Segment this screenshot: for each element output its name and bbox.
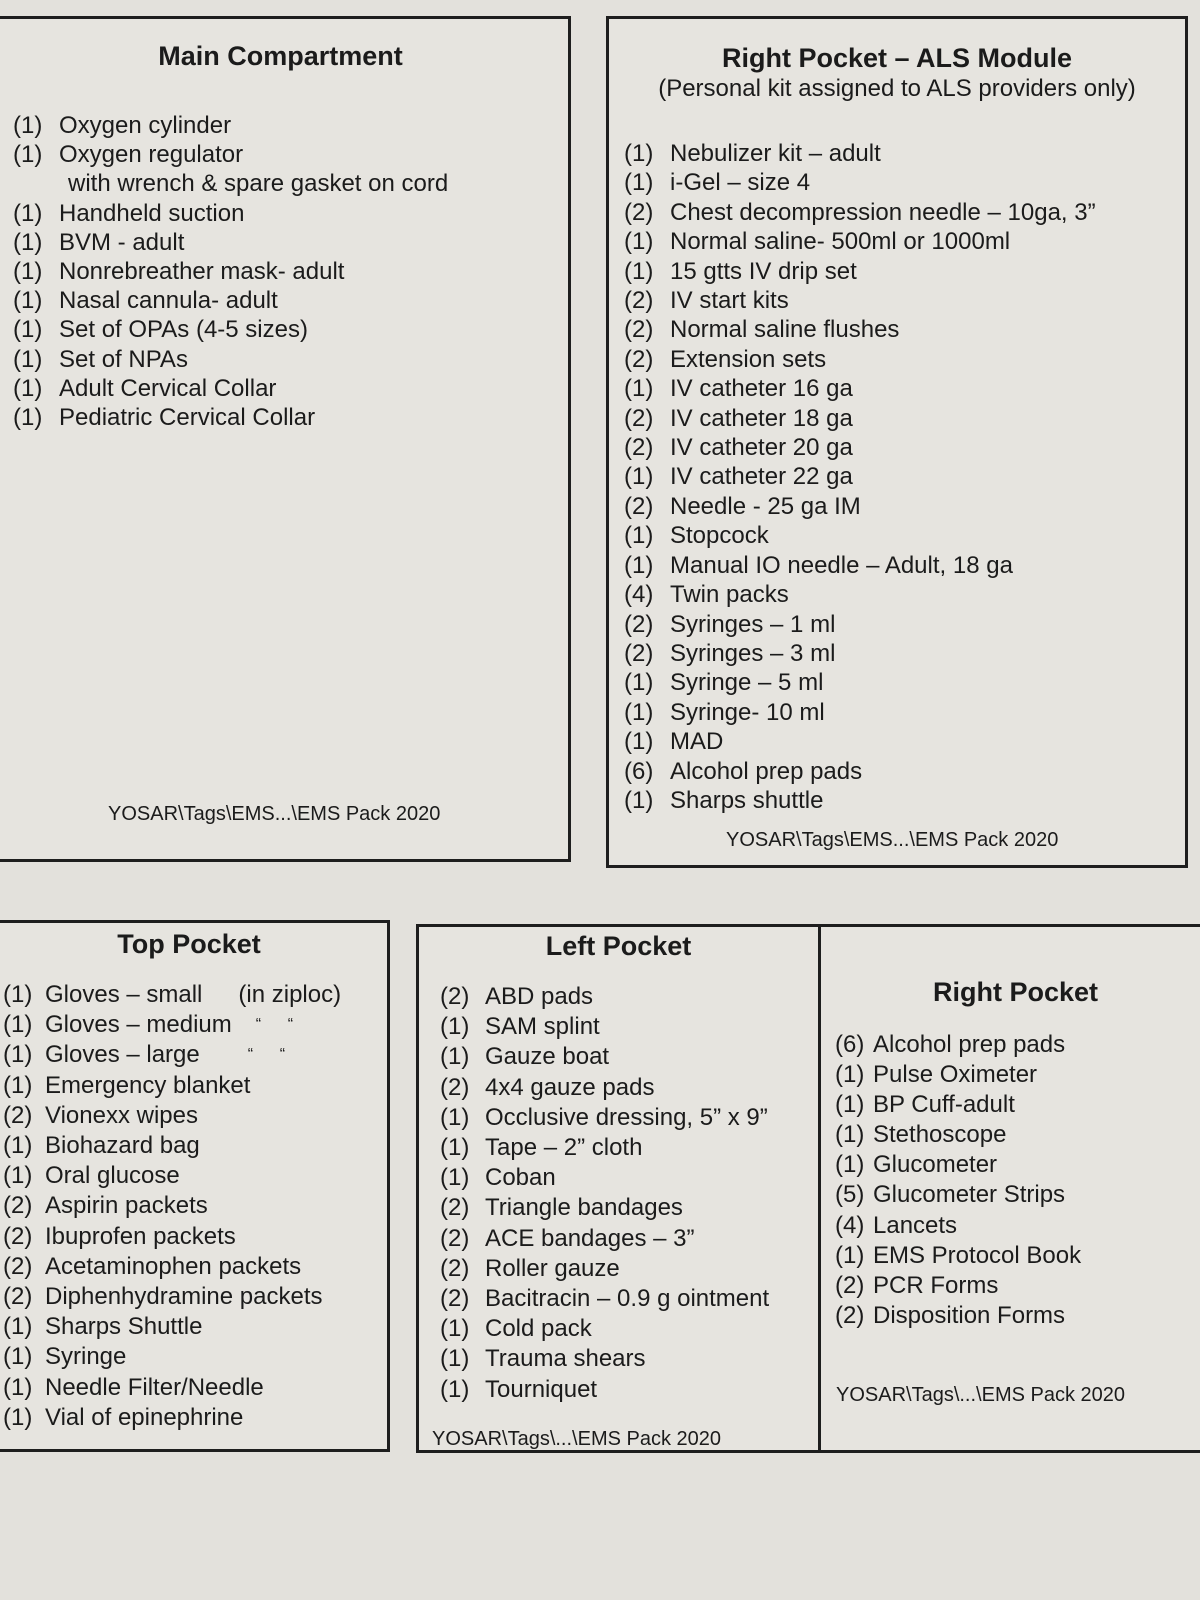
item-quantity: (1) (624, 551, 654, 579)
item-quantity: (1) (624, 786, 654, 814)
list-item (440, 1314, 769, 1344)
item-text: Twin packs (670, 581, 789, 609)
item-text: Alcohol prep pads (670, 757, 863, 785)
item-quantity: (1) (3, 981, 33, 1008)
list-item (440, 1103, 769, 1133)
item-quantity: (2) (440, 1194, 470, 1222)
list-item (624, 345, 1096, 374)
item-quantity: (1) (835, 1241, 865, 1269)
item-quantity: (1) (13, 112, 43, 139)
list-item (624, 433, 1096, 462)
main-compartment-card (0, 16, 571, 862)
list-item (13, 111, 448, 140)
item-text: Glucometer (873, 1151, 998, 1179)
item-quantity: (2) (624, 198, 654, 226)
list-item (440, 1193, 769, 1223)
item-text: ACE bandages – 3” (485, 1224, 695, 1252)
item-quantity: (1) (440, 1375, 470, 1403)
item-quantity: (1) (440, 1164, 470, 1192)
ditto-mark: “ “ (255, 1016, 294, 1034)
list-item (624, 404, 1096, 433)
als-module-footer: YOSAR\Tags\EMS...\EMS Pack 2020 (726, 829, 1059, 851)
item-text: Oral glucose (45, 1162, 180, 1190)
list-item (13, 315, 448, 344)
list-item (624, 639, 1096, 668)
item-quantity: (2) (3, 1101, 33, 1129)
item-text: Stopcock (670, 522, 769, 550)
list-item (624, 551, 1096, 580)
item-text: Gloves – large (45, 1041, 200, 1069)
item-text: Lancets (873, 1211, 958, 1239)
main-compartment-footer: YOSAR\Tags\EMS...\EMS Pack 2020 (108, 803, 441, 825)
list-item (3, 1373, 341, 1403)
top-pocket-card (0, 920, 390, 1452)
item-text: Syringes – 1 ml (670, 610, 836, 638)
item-quantity: (1) (3, 1041, 33, 1069)
left-pocket-list (440, 982, 769, 1405)
item-text: Acetaminophen packets (45, 1252, 302, 1280)
item-quantity: (2) (3, 1252, 33, 1280)
item-quantity: (2) (624, 404, 654, 432)
item-text: Syringes – 3 ml (670, 639, 836, 667)
item-text: BP Cuff-adult (873, 1091, 1015, 1119)
item-text: Needle Filter/Needle (45, 1373, 264, 1401)
item-quantity: (1) (835, 1121, 865, 1149)
list-item (624, 139, 1096, 168)
list-item (440, 1224, 769, 1254)
item-quantity: (2) (440, 1073, 470, 1101)
item-quantity: (1) (3, 1011, 33, 1039)
item-text: Ibuprofen packets (45, 1222, 236, 1250)
list-item (624, 315, 1096, 344)
list-item (835, 1301, 1081, 1331)
item-quantity: (2) (3, 1283, 33, 1311)
item-quantity: (2) (624, 345, 654, 373)
item-quantity: (1) (13, 258, 43, 286)
item-quantity: (6) (835, 1031, 865, 1058)
item-text: Normal saline- 500ml or 1000ml (670, 228, 1011, 256)
item-text: Sharps shuttle (670, 786, 824, 814)
item-text: Aspirin packets (45, 1192, 208, 1220)
item-quantity: (1) (624, 257, 654, 285)
item-quantity: (1) (13, 228, 43, 256)
item-quantity: (1) (13, 374, 43, 402)
item-quantity: (1) (3, 1403, 33, 1431)
item-text: Diphenhydramine packets (45, 1283, 323, 1311)
item-quantity: (1) (624, 228, 654, 256)
list-item (624, 286, 1096, 315)
item-quantity: (1) (13, 199, 43, 227)
list-item (835, 1180, 1081, 1210)
item-text: IV catheter 22 ga (670, 463, 853, 491)
list-item (835, 1120, 1081, 1150)
item-text: IV start kits (670, 287, 789, 315)
item-quantity: (1) (624, 698, 654, 726)
left-pocket-card (416, 924, 821, 1453)
item-quantity: (1) (440, 1315, 470, 1343)
list-item (440, 1133, 769, 1163)
list-item (13, 403, 448, 432)
item-text: Set of OPAs (4-5 sizes) (59, 316, 308, 344)
list-item (13, 199, 448, 228)
list-item (3, 1040, 341, 1070)
list-item (440, 1163, 769, 1193)
list-item (3, 1252, 341, 1282)
item-text: Biohazard bag (45, 1132, 200, 1160)
item-text: Nonrebreather mask- adult (59, 258, 345, 286)
list-item (624, 610, 1096, 639)
als-module-list (624, 139, 1096, 815)
item-quantity: (1) (13, 287, 43, 315)
item-quantity: (2) (3, 1192, 33, 1220)
item-quantity: (1) (3, 1071, 33, 1099)
list-item (440, 1375, 769, 1405)
item-quantity: (1) (624, 728, 654, 756)
list-item (440, 1012, 769, 1042)
list-item (3, 1101, 341, 1131)
item-quantity: (1) (440, 1134, 470, 1162)
list-item (3, 1403, 341, 1433)
item-text: Triangle bandages (485, 1194, 683, 1222)
item-note: (in ziploc) (238, 981, 342, 1008)
item-quantity: (4) (835, 1211, 865, 1239)
list-item (835, 1030, 1081, 1060)
list-item (3, 1312, 341, 1342)
item-text: Emergency blanket (45, 1071, 251, 1099)
als-module-title: Right Pocket – ALS Module (721, 43, 1073, 73)
item-text: IV catheter 16 ga (670, 375, 853, 403)
list-item (440, 1042, 769, 1072)
right-pocket-card (818, 924, 1200, 1453)
item-quantity: (2) (835, 1271, 865, 1299)
item-text: Oxygen cylinder (59, 112, 232, 139)
item-text: Pulse Oximeter (873, 1061, 1038, 1089)
item-text: EMS Protocol Book (873, 1241, 1082, 1269)
list-item (3, 1191, 341, 1221)
item-text: Handheld suction (59, 199, 245, 227)
item-quantity: (5) (835, 1181, 865, 1209)
item-text: 15 gtts IV drip set (670, 257, 857, 285)
item-text: IV catheter 18 ga (670, 404, 853, 432)
item-text: Disposition Forms (873, 1301, 1066, 1329)
list-item (835, 1211, 1081, 1241)
item-text: Chest decompression needle – 10ga, 3” (670, 198, 1096, 226)
item-text: Cold pack (485, 1315, 592, 1343)
item-quantity: (2) (440, 1224, 470, 1252)
list-item (13, 228, 448, 257)
list-item (13, 140, 448, 169)
item-quantity: (2) (440, 983, 470, 1010)
item-text: Tape – 2” cloth (485, 1134, 643, 1162)
item-quantity: (1) (13, 404, 43, 432)
list-item (624, 462, 1096, 491)
top-pocket-list (3, 980, 341, 1433)
item-quantity: (1) (624, 140, 654, 167)
item-text: IV catheter 20 ga (670, 434, 853, 462)
list-item (624, 198, 1096, 227)
item-text: Normal saline flushes (670, 316, 900, 344)
item-quantity: (1) (3, 1373, 33, 1401)
item-text: Gauze boat (485, 1043, 610, 1071)
item-text: Set of NPAs (59, 345, 188, 373)
item-text: Syringe- 10 ml (670, 698, 825, 726)
item-text: Gloves – medium (45, 1011, 232, 1039)
item-text: BVM - adult (59, 228, 185, 256)
item-quantity: (2) (440, 1285, 470, 1313)
main-compartment-title: Main Compartment (158, 41, 403, 71)
list-item (13, 374, 448, 403)
list-item (835, 1241, 1081, 1271)
item-text: Sharps Shuttle (45, 1313, 203, 1341)
item-quantity: (4) (624, 581, 654, 609)
item-quantity: (1) (835, 1091, 865, 1119)
item-quantity: (1) (835, 1151, 865, 1179)
item-quantity: (1) (440, 1345, 470, 1373)
list-item (3, 1131, 341, 1161)
item-text: 4x4 gauze pads (485, 1073, 655, 1101)
item-text: Vionexx wipes (45, 1101, 198, 1129)
list-item (624, 580, 1096, 609)
item-quantity: (2) (624, 492, 654, 520)
item-text: Stethoscope (873, 1121, 1007, 1149)
item-text: Gloves – small (45, 981, 203, 1008)
list-item (3, 1161, 341, 1191)
list-item (624, 521, 1096, 550)
list-item (440, 1073, 769, 1103)
item-text: ABD pads (485, 983, 594, 1010)
item-quantity: (2) (624, 639, 654, 667)
list-item (13, 169, 448, 198)
item-quantity: (1) (624, 169, 654, 197)
item-text: Roller gauze (485, 1254, 620, 1282)
list-item (835, 1060, 1081, 1090)
item-quantity: (2) (624, 434, 654, 462)
item-text: Manual IO needle – Adult, 18 ga (670, 551, 1013, 579)
item-text: Tourniquet (485, 1375, 598, 1403)
item-quantity: (1) (3, 1343, 33, 1371)
item-text: Nasal cannula- adult (59, 287, 278, 315)
item-quantity: (1) (3, 1162, 33, 1190)
list-item (624, 786, 1096, 815)
item-text: Nebulizer kit – adult (670, 140, 881, 167)
right-pocket-footer: YOSAR\Tags\...\EMS Pack 2020 (836, 1384, 1126, 1406)
list-item (624, 168, 1096, 197)
list-item (624, 492, 1096, 521)
list-item (3, 1222, 341, 1252)
list-item (3, 1071, 341, 1101)
item-text: PCR Forms (873, 1271, 999, 1299)
list-item (624, 698, 1096, 727)
ditto-mark: “ “ (247, 1046, 286, 1064)
left-pocket-footer: YOSAR\Tags\...\EMS Pack 2020 (432, 1428, 722, 1450)
item-text: Coban (485, 1164, 556, 1192)
item-text: Vial of epinephrine (45, 1403, 244, 1431)
item-quantity: (1) (624, 375, 654, 403)
item-text: Syringe – 5 ml (670, 669, 824, 697)
list-item (624, 257, 1096, 286)
main-compartment-list (13, 111, 448, 432)
item-text: Trauma shears (485, 1345, 646, 1373)
als-module-subtitle: (Personal kit assigned to ALS providers only) (658, 75, 1136, 102)
list-item (440, 982, 769, 1012)
item-text: Needle - 25 ga IM (670, 492, 861, 520)
item-quantity: (1) (835, 1061, 865, 1089)
item-text: SAM splint (485, 1013, 600, 1041)
list-item (835, 1090, 1081, 1120)
list-item (440, 1254, 769, 1284)
item-text: Glucometer Strips (873, 1181, 1066, 1209)
item-text: Pediatric Cervical Collar (59, 404, 316, 432)
list-item (13, 345, 448, 374)
item-quantity: (1) (13, 141, 43, 169)
item-quantity: (2) (440, 1254, 470, 1282)
list-item (3, 1010, 341, 1040)
als-module-card (606, 16, 1188, 868)
top-pocket-title: Top Pocket (117, 929, 261, 959)
list-item (835, 1271, 1081, 1301)
list-item (835, 1150, 1081, 1180)
item-text: Syringe (45, 1343, 127, 1371)
list-item (624, 757, 1096, 786)
list-item (624, 668, 1096, 697)
list-item (624, 727, 1096, 756)
item-text: with wrench & spare gasket on cord (68, 170, 449, 198)
item-quantity: (2) (835, 1301, 865, 1329)
item-quantity: (2) (624, 610, 654, 638)
list-item (13, 257, 448, 286)
item-quantity: (2) (3, 1222, 33, 1250)
left-pocket-title: Left Pocket (545, 931, 692, 961)
item-quantity: (2) (624, 287, 654, 315)
list-item (440, 1284, 769, 1314)
item-text: Adult Cervical Collar (59, 374, 277, 402)
item-text: Occlusive dressing, 5” x 9” (485, 1103, 768, 1131)
item-text: Bacitracin – 0.9 g ointment (485, 1285, 770, 1313)
right-pocket-title: Right Pocket (932, 977, 1099, 1007)
item-text: Alcohol prep pads (873, 1031, 1066, 1058)
item-text: Extension sets (670, 345, 827, 373)
list-item (3, 1342, 341, 1372)
item-quantity: (1) (13, 316, 43, 344)
list-item (13, 286, 448, 315)
item-quantity: (1) (3, 1132, 33, 1160)
list-item (3, 980, 341, 1010)
item-text: Oxygen regulator (59, 141, 244, 169)
item-quantity: (6) (624, 757, 654, 785)
item-quantity: (1) (440, 1043, 470, 1071)
item-quantity: (1) (13, 345, 43, 373)
item-quantity: (1) (624, 463, 654, 491)
list-item (3, 1282, 341, 1312)
item-text: i-Gel – size 4 (670, 169, 811, 197)
item-quantity: (1) (3, 1313, 33, 1341)
list-item (440, 1344, 769, 1374)
item-text: MAD (670, 728, 724, 756)
item-quantity: (1) (440, 1013, 470, 1041)
right-pocket-list (835, 1030, 1081, 1331)
list-item (624, 227, 1096, 256)
item-quantity: (1) (624, 669, 654, 697)
item-quantity: (1) (624, 522, 654, 550)
item-quantity: (1) (440, 1103, 470, 1131)
list-item (624, 374, 1096, 403)
item-quantity: (2) (624, 316, 654, 344)
